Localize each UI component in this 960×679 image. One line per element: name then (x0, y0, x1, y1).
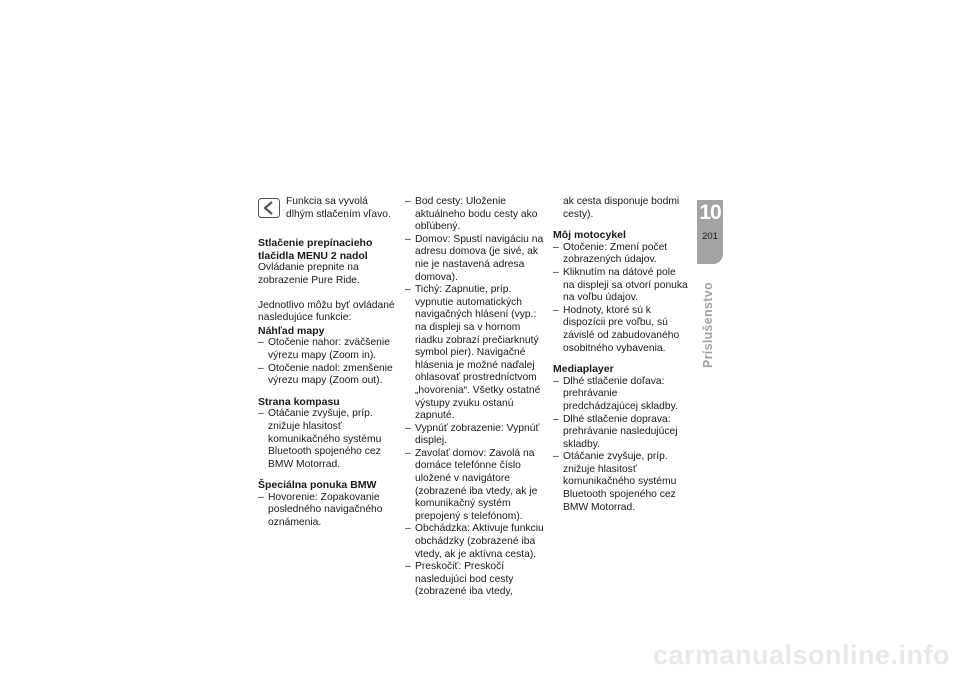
my-motorcycle-list (553, 242, 689, 355)
heading-bmw-menu: Špeciálna ponuka BMW (258, 479, 377, 492)
chapter-number: 10 (699, 201, 721, 224)
watermark: carmanualsonline.info (652, 640, 950, 670)
map-preview-list (258, 337, 398, 387)
list-item: – Preskočiť: Preskočí nasledujúci bod cesty (zobrazené iba vtedy, (405, 561, 545, 599)
heading-map-preview: Náhľad mapy (258, 324, 325, 337)
list-item: – Hovorenie: Zopakovanie posledného navigačného oznámenia. (258, 492, 398, 530)
heading-menu2-down: Stlačenie prepínacieho tlačidla MENU 2 nadol (258, 237, 373, 262)
list-item: – Zavolať domov: Zavolá na domáce telefónne číslo uložené v navigátore (zobrazené iba vtedy, ak je komunikačný systém prepojený s telefónom). (405, 448, 545, 524)
column-3 (553, 196, 689, 514)
list-item: – Dlhé stlačenie doprava: prehrávanie nasledujúcej skladby. (553, 414, 689, 452)
list-item: – Otočenie: Zmení počet zobrazených údajov. (553, 242, 689, 267)
continuation-text: ak cesta disponuje bodmi cesty). (563, 196, 680, 220)
note-text: Funkcia sa vyvolá dlhým stlačením vľavo. (286, 196, 391, 220)
list-item: – Bod cesty: Uloženie aktuálneho bodu cesty ako obľúbený. (405, 196, 545, 234)
bmw-menu-list-cont (405, 196, 545, 599)
heading-mediaplayer: Mediaplayer (553, 363, 614, 376)
list-item: – Vypnúť zobrazenie: Vypnúť displej. (405, 423, 545, 448)
list-item: – Otočenie nadol: zmenšenie výrezu mapy (Zoom out). (258, 363, 398, 388)
list-item: – Hodnoty, ktoré sú k dispozícii pre voľbu, sú závislé od zabudovaného osobitného vybavenia. (553, 305, 689, 355)
page-number: 201 (702, 231, 718, 242)
info-note (258, 196, 398, 221)
bmw-menu-list (258, 492, 398, 530)
list-item: – Domov: Spustí navigáciu na adresu domova (je sivé, ak nie je nastavená adresa domova). (405, 234, 545, 284)
section-title: Príslušenstvo (701, 282, 715, 368)
list-item: – Otáčanie zvyšuje, príp. znižuje hlasitosť komunikačného systému Bluetooth spojeného cez BMW Motorrad. (553, 451, 689, 514)
list-item: – Kliknutím na dátové pole na displeji sa otvorí ponuka na voľbu údajov. (553, 267, 689, 305)
compass-list (258, 408, 398, 471)
heading-my-motorcycle: Môj motocykel (553, 229, 626, 242)
mediaplayer-list (553, 376, 689, 515)
column-1 (258, 196, 398, 530)
column-2 (405, 196, 545, 599)
paragraph-pure-ride: Ovládanie prepnite na zobrazenie Pure Ride. (258, 262, 360, 286)
heading-compass-page: Strana kompasu (258, 395, 340, 408)
list-item: – Obchádzka: Aktivuje funkciu obchádzky (zobrazené iba vtedy, ak je aktívna cesta). (405, 523, 545, 561)
chapter-tab (697, 200, 723, 264)
paragraph-functions: Jednotlivo môžu byť ovládané nasledujúce funkcie: (258, 299, 395, 324)
list-item: – Tichý: Zapnutie, príp. vypnutie automatických navigačných hlásení (vyp.: na displeji sa v hornom riadku zobrazí prečiarknutý symbol pier). Navigačné hlásenia je možné naďalej ohlasovať prostredníctvom „hovorenia“. Všetky ostatné výstupy zvuku ostanú zapnuté. (405, 284, 545, 423)
list-item: – Dlhé stlačenie doľava: prehrávanie predchádzajúcej skladby. (553, 376, 689, 414)
list-item: – Otočenie nahor: zväčšenie výrezu mapy (Zoom in). (258, 337, 398, 362)
long-press-icon (258, 198, 280, 218)
list-item: – Otáčanie zvyšuje, príp. znižuje hlasitosť komunikačného systému Bluetooth spojeného cez BMW Motorrad. (258, 408, 398, 471)
